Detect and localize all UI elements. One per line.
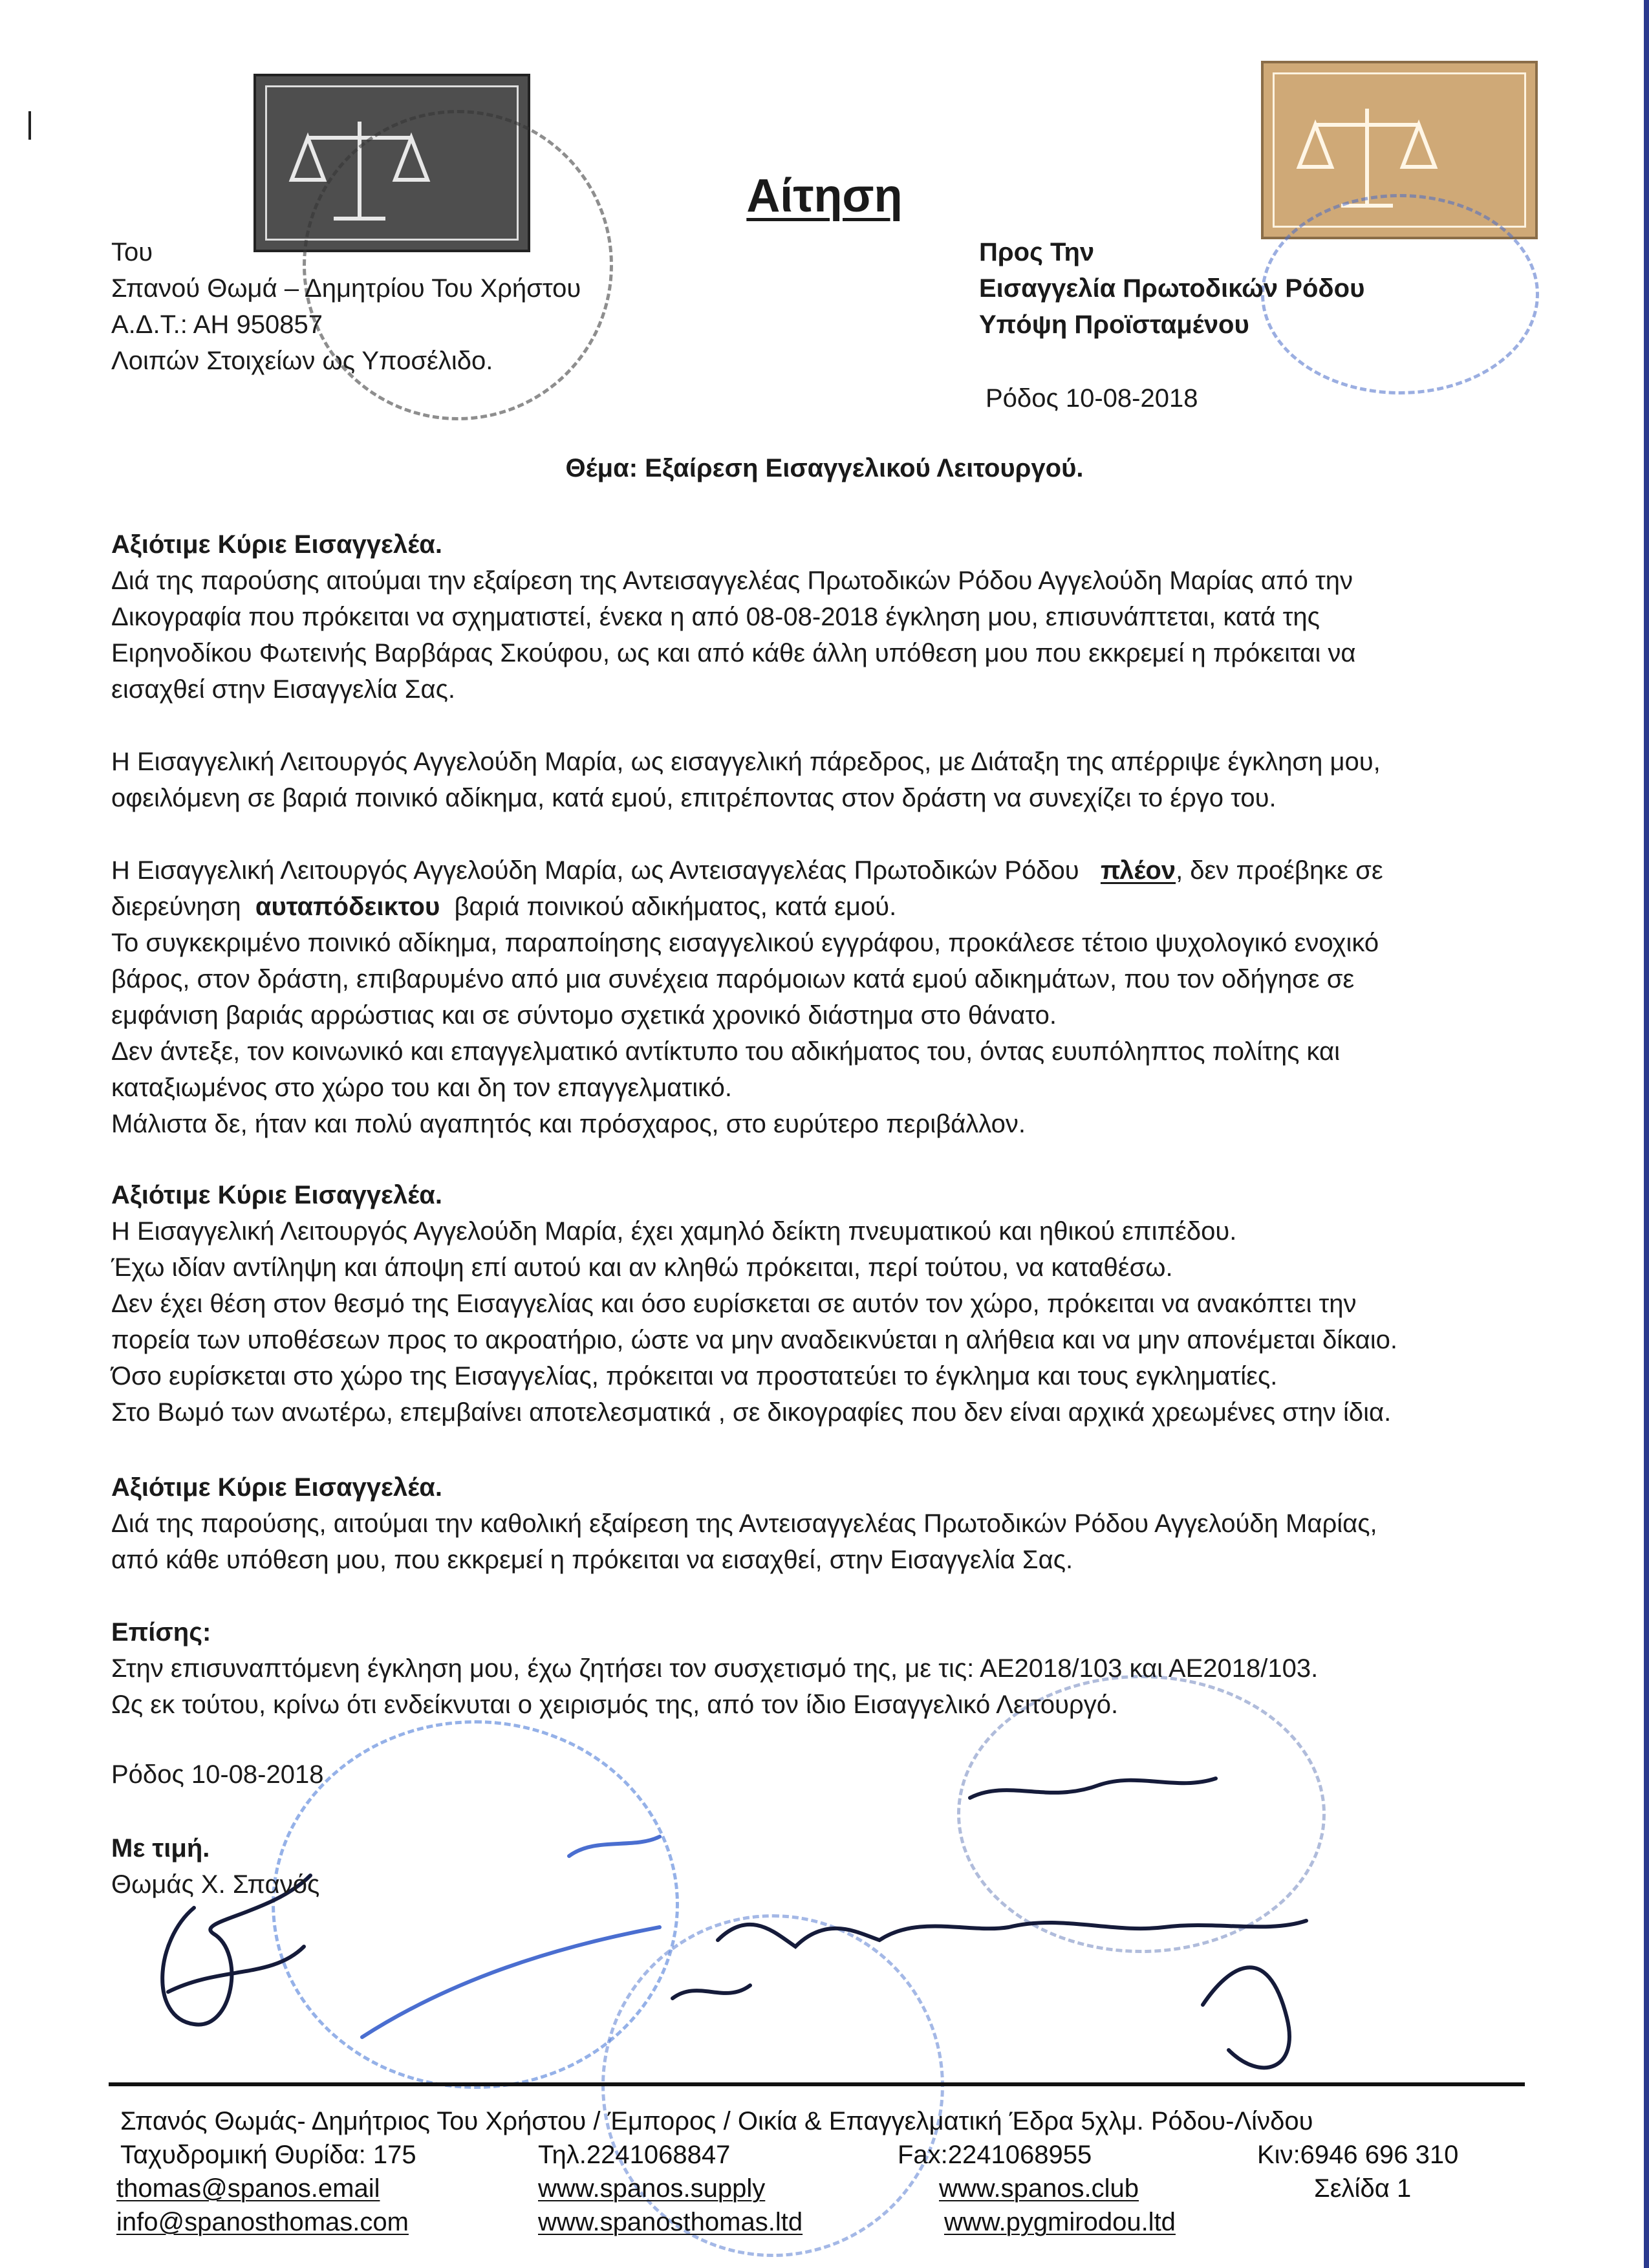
body-section-1	[111, 526, 1547, 707]
paragraph-line: Το συγκεκριμένο ποινικό αδίκημα, παραποίησης εισαγγελικού εγγράφου, προκάλεσε τέτοιο ψυχολογικό ενοχικό	[111, 929, 1379, 957]
text-run: , δεν προέβηκε σε	[1176, 856, 1383, 885]
footer-web-link[interactable]: www.spanosthomas.ltd	[538, 2208, 803, 2236]
regards: Με τιμή.	[111, 1834, 210, 1863]
paragraph-line: καταξιωμένος στο χώρο του και δη τον επαγγελματικό.	[111, 1074, 732, 1102]
recipient-office: Εισαγγελία Πρωτοδικών Ρόδου	[979, 274, 1365, 303]
body-section-2	[111, 744, 1547, 816]
paragraph-line: Δεν έχει θέση στον θεσμό της Εισαγγελίας και όσο ευρίσκεται σε αυτόν τον χώρο, πρόκειται να ανακόπτει την	[111, 1290, 1357, 1318]
footer-phone: Τηλ.2241068847	[538, 2141, 731, 2169]
paragraph-line: οφειλόμενη σε βαριά ποινικό αδίκημα, κατά εμού, επιτρέποντας στον δράστη να συνεχίζει το έργο του.	[111, 784, 1277, 812]
footer-email-link[interactable]: thomas@spanos.email	[116, 2174, 380, 2203]
body-section-5	[111, 1469, 1547, 1578]
footer-email-link[interactable]: info@spanosthomas.com	[116, 2208, 409, 2236]
footer-mobile: Κιν:6946 696 310	[1257, 2141, 1459, 2169]
body-section-3	[111, 852, 1547, 1142]
paragraph-line	[111, 889, 1547, 925]
paragraph-line: εμφάνιση βαριάς αρρώστιας και σε σύντομο σχετικά χρονικό διάστημα στο θάνατο.	[111, 1001, 1057, 1030]
emphasis-text: πλέον	[1100, 856, 1176, 885]
footer-address: Σπανός Θωμάς- Δημήτριος Του Χρήστου / Έμπορος / Οικία & Επαγγελματική Έδρα 5χλμ. Ρόδου-Λίνδου	[120, 2107, 1313, 2135]
page-number: Σελίδα 1	[1314, 2174, 1412, 2203]
scan-edge	[1644, 0, 1649, 2268]
paragraph-line: Ως εκ τούτου, κρίνω ότι ενδείκνυται ο χειρισμός της, από τον ίδιο Εισαγγελικό Λειτουργό.	[111, 1690, 1119, 1719]
text-run: διερεύνηση	[111, 892, 241, 921]
paragraph-line: Στην επισυναπτόμενη έγκληση μου, έχω ζητήσει τον συσχετισμό της, με τις: ΑΕ2018/103 και ΑΕ2018/103.	[111, 1654, 1319, 1683]
recipient-label: Προς Την	[979, 238, 1095, 266]
paragraph-line: Διά της παρούσης αιτούμαι την εξαίρεση της Αντεισαγγελέας Πρωτοδικών Ρόδου Αγγελούδη Μαρίας από την	[111, 567, 1353, 595]
text-run: Η Εισαγγελική Λειτουργός Αγγελούδη Μαρία, ως Αντεισαγγελέας Πρωτοδικών Ρόδου	[111, 856, 1079, 885]
paragraph-line: Η Εισαγγελική Λειτουργός Αγγελούδη Μαρία, έχει χαμηλό δείκτη πνευματικού και ηθικού επιπέδου.	[111, 1217, 1237, 1246]
also-heading: Επίσης:	[111, 1618, 211, 1647]
footer-fax: Fax:2241068955	[898, 2141, 1092, 2169]
closing-date: Ρόδος 10-08-2018	[111, 1760, 324, 1789]
footer-web-link[interactable]: www.pygmirodou.ltd	[944, 2208, 1176, 2236]
emphasis-text: αυταπόδεικτου	[255, 892, 440, 921]
text-run: βαριά ποινικού αδικήματος, κατά εμού.	[454, 892, 897, 921]
body-section-6	[111, 1614, 1547, 1723]
subject-line: Θέμα: Εξαίρεση Εισαγγελικού Λειτουργού.	[565, 454, 1084, 482]
paragraph-line: Μάλιστα δε, ήταν και πολύ αγαπητός και πρόσχαρος, στο ευρύτερο περιβάλλον.	[111, 1110, 1026, 1138]
paragraph-line: Ειρηνοδίκου Φωτεινής Βαρβάρας Σκούφου, ως και από κάθε άλλη υπόθεση μου που εκκρεμεί η πρόκειται να	[111, 639, 1356, 667]
paragraph-line: από κάθε υπόθεση μου, που εκκρεμεί η πρόκειται να εισαχθεί, στην Εισαγγελία Σας.	[111, 1546, 1073, 1574]
paragraph-line: Δικογραφία που πρόκειται να σχηματιστεί, ένεκα η από 08-08-2018 έγκληση μου, επισυνάπτεται, κατά της	[111, 603, 1320, 631]
footer-pobox: Ταχυδρομική Θυρίδα: 175	[120, 2141, 416, 2169]
sender-details-note: Λοιπών Στοιχείων ως Υποσέλιδο.	[111, 347, 493, 375]
paragraph-line: Η Εισαγγελική Λειτουργός Αγγελούδη Μαρία, ως εισαγγελική πάρεδρος, με Διάταξη της απέρριψε έγκληση μου,	[111, 748, 1381, 776]
paragraph-line: Έχω ιδίαν αντίληψη και άποψη επί αυτού και αν κληθώ πρόκειται, περί τούτου, να καταθέσω.	[111, 1253, 1173, 1282]
paragraph-line: πορεία των υποθέσεων προς το ακροατήριο, ώστε να μην αναδεικνύεται η αλήθεια και να μην απονέμεται δίκαιο.	[111, 1326, 1397, 1354]
signer-name: Θωμάς Χ. Σπανός	[111, 1870, 320, 1899]
paragraph-line: βάρος, στον δράστη, επιβαρυμένο από μια συνέχεια παρόμοιων κατά εμού αδικημάτων, που τον οδήγησε σε	[111, 965, 1355, 993]
body-section-4	[111, 1177, 1547, 1431]
sender-id: Α.Δ.Τ.: ΑΗ 950857	[111, 310, 323, 339]
paragraph-line: Όσο ευρίσκεται στο χώρο της Εισαγγελίας, πρόκειται να προστατεύει το έγκλημα και τους εγκληματίες.	[111, 1362, 1278, 1390]
recipient-attention: Υπόψη Προϊσταμένου	[979, 310, 1249, 339]
footer-web-link[interactable]: www.spanos.supply	[538, 2174, 766, 2203]
paragraph-line: Διά της παρούσης, αιτούμαι την καθολική εξαίρεση της Αντεισαγγελέας Πρωτοδικών Ρόδου Αγγελούδη Μαρίας,	[111, 1509, 1377, 1538]
salutation: Αξιότιμε Κύριε Εισαγγελέα.	[111, 1473, 443, 1502]
sender-name: Σπανού Θωμά – Δημητρίου Του Χρήστου	[111, 274, 581, 303]
salutation: Αξιότιμε Κύριε Εισαγγελέα.	[111, 530, 443, 559]
document-title: Αίτηση	[746, 170, 903, 222]
scan-mark	[28, 111, 31, 140]
paragraph-line: Στο Βωμό των ανωτέρω, επεμβαίνει αποτελεσματικά , σε δικογραφίες που δεν είναι αρχικά χρεωμένες στην ίδια.	[111, 1398, 1392, 1427]
footer-web-link[interactable]: www.spanos.club	[939, 2174, 1139, 2203]
salutation: Αξιότιμε Κύριε Εισαγγελέα.	[111, 1181, 443, 1209]
paragraph-line: Δεν άντεξε, τον κοινωνικό και επαγγελματικό αντίκτυπο του αδικήματος του, όντας ευυπόληπτος πολίτης και	[111, 1037, 1341, 1066]
paragraph-line: εισαχθεί στην Εισαγγελία Σας.	[111, 675, 456, 704]
paragraph-line	[111, 852, 1547, 889]
sender-label: Του	[111, 238, 153, 266]
footer-divider	[109, 2082, 1525, 2086]
place-date: Ρόδος 10-08-2018	[986, 384, 1198, 413]
